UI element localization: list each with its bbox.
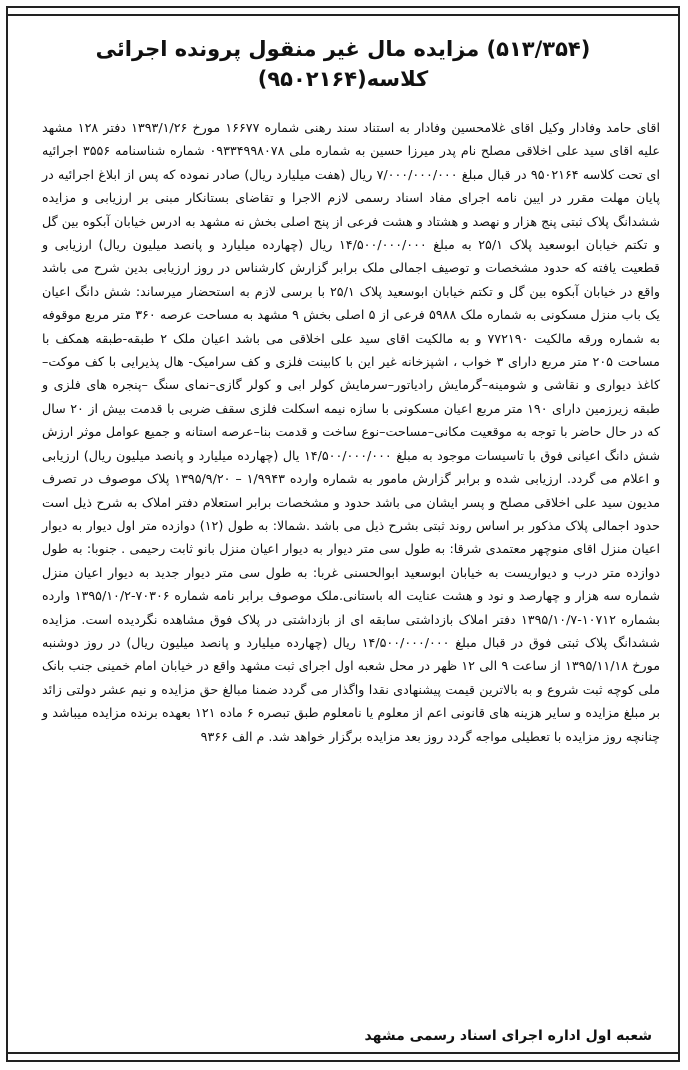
- notice-signature: شعبه اول اداره اجرای اسناد رسمی مشهد: [364, 1028, 652, 1044]
- top-border-line: [8, 14, 678, 16]
- bottom-border-line: [8, 1052, 678, 1054]
- notice-title: (۵۱۳/۳۵۴) مزایده مال غیر منقول پرونده اجرائی کلاسه(۹۵۰۲۱۶۴): [95, 37, 591, 91]
- notice-body: اقای حامد وفادار وکیل اقای غلامحسین وفادار به استناد سند رهنی شماره ۱۶۶۷۷ مورخ ۱۳۹۳/۱/۲۶ دفتر ۱۲۸ مشهد علیه اقای سید علی اخلاقی مصلح نام پدر میرزا حسین به شماره ملی ۰۹۳۳۴۹۹۸۰۷۸ شماره شناسنامه ۳۵۵۶ اجرائیه ای تحت کلاسه ۹۵۰۲۱۶۴ در قبال مبلغ ۷/۰۰۰/۰۰۰/۰۰۰ ریال (هفت میلیارد ریال) صادر نموده که پس از ابلاغ اجرائیه در پایان مهلت مقرر در ایین نامه اجرای مفاد اسناد رسمی لازم الاجرا و تقاضای بستانکار مبنی بر ارزیابی و مزایده ششدانگ پلاک ثبتی پنج هزار و نهصد و هشتاد و هشت فرعی از پنج اصلی بخش نه مشهد به ادرس خیابان آبکوه بین گل و تکتم خیابان ابوسعید پلاک ۲۵/۱ به مبلغ ۱۴/۵۰۰/۰۰۰/۰۰۰ ریال (چهارده میلیارد و پانصد میلیون ریال) ارزیابی و قطعیت یافته که حدود مشخصات و توصیف اجمالی ملک برابر گزارش کارشناس در روز ارزیابی بدین شرح می باشد واقع در خیابان آبکوه بین گل و تکتم خیابان ابوسعید پلاک ۲۵/۱ با برسی لازم به استحضار میرساند: شش دانگ اعیان یک باب منزل مسکونی به شماره ملک ۵۹۸۸ فرعی از ۵ اصلی بخش ۹ مشهد به مساحت عرصه ۳۶۰ متر مربع موقوفه به شماره ورقه مالکیت ۷۷۲۱۹۰ و به مالکیت اقای سید علی اخلاقی می باشد اعیان ملک ۲ طبقه-طبقه همکف با مساحت ۲۰۵ متر مربع دارای ۳ خواب ، اشپزخانه غیر این با کابینت فلزی و کف سرامیک- هال پذیرایی با کف موکت–کاغذ دیواری و نقاشی و شومینه–گرمایش رادیاتور–سرمایش کولر ابی و کولر گازی–نمای سنگ –پنجره های فلزی و طبقه زیرزمین دارای ۱۹۰ متر مربع اعیان مسکونی با سازه نیمه اسکلت فلزی سقف ضربی با قدمت بیش از ۲۰ سال که در حال حاضر با توجه به موقعیت مکانی–مساحت–نوع ساخت و قدمت بنا–عرصه استانه و جمیع عوامل موثر ارزش شش دانگ اعیانی فوق با تاسیسات موجود به مبلغ ۱۴/۵۰۰/۰۰۰/۰۰۰ یال (چهارده میلیارد و پانصد میلیون ریال) ارزیابی و اعلام می گردد. ارزیابی شده و برابر گزارش مامور به شماره وارده ۱/۹۹۴۳ – ۱۳۹۵/۹/۲۰ پلاک موصوف در تصرف مدیون سید علی اخلاقی مصلح و پسر ایشان می باشد حدود و مشخصات برابر استعلام دفتر املاک به شرح ذیل است حدود اجمالی پلاک مذکور بر اساس روند ثبتی بشرح ذیل می باشد .شمالا: به طول (۱۲) دوازده متر اول دیوار به دیوار اعیان منزل اقای منوچهر معتمدی شرقا: به طول سی متر دیوار به دیوار اعیان منزل بانو ثابت رحیمی . جنوبا: به طول دوازده متر درب و دیواریست به خیابان ابوسعید ابوالحسنی غربا: به طول سی متر دیوار جدید به دیوار اعیان منزل شماره سه هزار و چهارصد و نود و هشت عنایت اله باستانی.ملک موصوف برابر نامه شماره ۷۰۳۰۶-۱۳۹۵/۱۰/۲ وارده بشماره ۱۰۷۱۲-۱۳۹۵/۱۰/۷ دفتر املاک بازداشتی سابقه ای از بازداشتی در پلاک فوق مشاهده نگردیده است. مزایده ششدانگ پلاک ثبتی فوق در قبال مبلغ ۱۴/۵۰۰/۰۰۰/۰۰۰ ریال (چهارده میلیارد و پانصد میلیون ریال) در روز دوشنبه مورخ ۱۳۹۵/۱۱/۱۸ از ساعت ۹ الی ۱۲ ظهر در محل شعبه اول اجرای ثبت مشهد واقع در خیابان امام خمینی جنب بانک ملی کوچه ثبت شروع و به بالاترین قیمت پیشنهادی نقدا واگذار می گردد ضمنا مبالغ حق مزایده و نیم عشر دولتی زائد بر مبلغ مزایده و سایر هزینه های قانونی اعم از معلوم یا نامعلوم طبق تبصره ۶ ماده ۱۲۱ بعهده برنده مزایده میباشد و چنانچه روز مزایده با تعطیلی مواجه گردد روز بعد مزایده برگزار خواهد شد. م الف ۹۳۶۶: [42, 120, 661, 744]
- auction-notice: [6, 6, 680, 1062]
